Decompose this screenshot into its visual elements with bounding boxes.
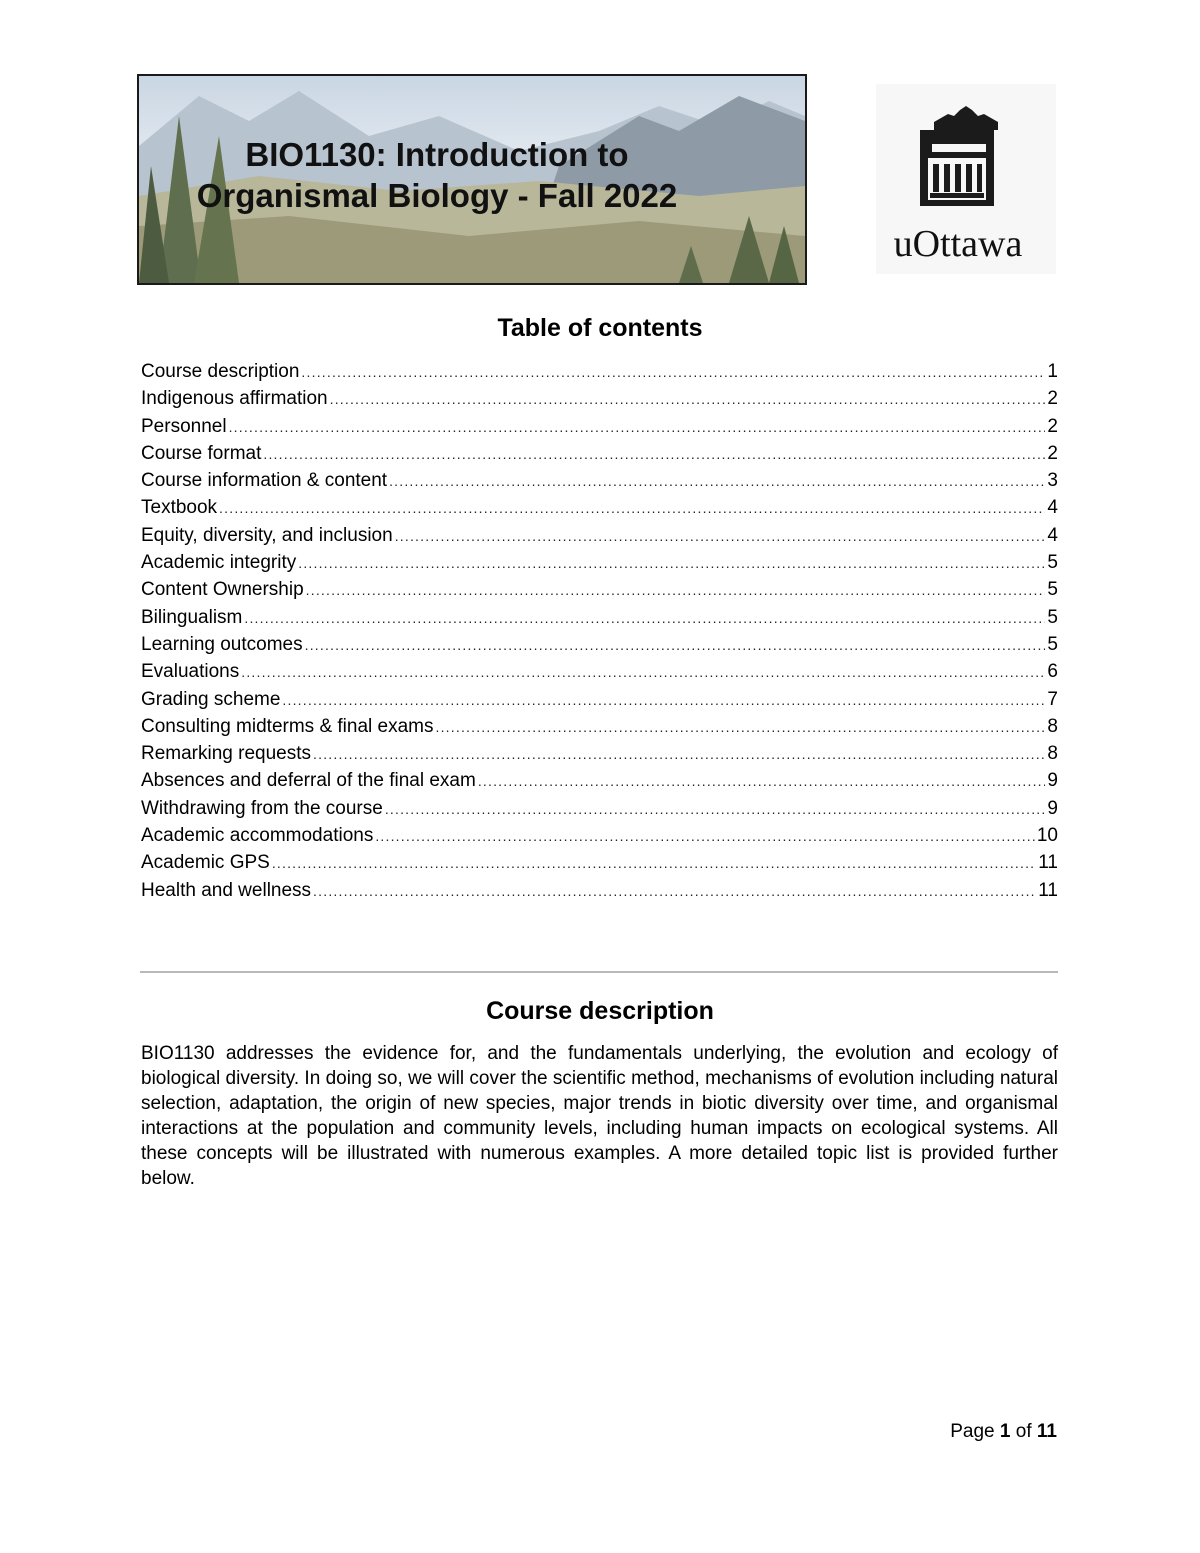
toc-entry[interactable]: [141, 467, 1058, 494]
toc-dot-leader: [375, 823, 1035, 850]
toc-entry[interactable]: [141, 849, 1058, 876]
toc-entry-title: Academic accommodations: [141, 825, 374, 847]
toc-entry-title: Textbook: [141, 497, 218, 519]
toc-entry-title: Evaluations: [141, 661, 240, 683]
toc-entry-page: 3: [1047, 470, 1058, 492]
toc-entry[interactable]: [141, 713, 1058, 740]
toc-entry[interactable]: [141, 440, 1058, 467]
toc-entry-title: Bilingualism: [141, 606, 243, 628]
toc-entry[interactable]: [141, 740, 1058, 767]
toc-entry-title: Grading scheme: [141, 688, 281, 710]
toc-entry[interactable]: [141, 658, 1058, 685]
toc-dot-leader: [241, 659, 1045, 686]
toc-dot-leader: [244, 605, 1045, 632]
toc-entry-page: 5: [1047, 552, 1058, 574]
toc-entry-page: 5: [1047, 579, 1058, 601]
toc-entry-title: Health and wellness: [141, 879, 312, 901]
toc-dot-leader: [306, 577, 1046, 604]
toc-entry-page: 11: [1038, 852, 1058, 874]
toc-entry-page: 9: [1047, 797, 1058, 819]
course-title: [139, 134, 805, 216]
toc-entry-page: 8: [1047, 743, 1058, 765]
toc-entry-title: Course description: [141, 361, 300, 382]
toc-dot-leader: [229, 414, 1046, 441]
toc-entry[interactable]: [141, 795, 1058, 822]
toc-entry[interactable]: [141, 549, 1058, 576]
toc-entry-page: 2: [1047, 415, 1058, 437]
toc-entry-page: 9: [1047, 770, 1058, 792]
course-description-text: BIO1130 addresses the evidence for, and the fundamentals underlying, the evolution and ecology of biological diversity. In doing so, we will cover the scientific method, mechanisms of evolution including natural selection, adaptation, the origin of new species, major trends in biotic diversity over time, and organismal interactions at the population and community levels, including human impacts on ecological systems. All these concepts will be illustrated with numerous examples. A more detailed topic list is provided further below.: [141, 1043, 1058, 1189]
toc-entry[interactable]: [141, 413, 1058, 440]
toc-dot-leader: [301, 359, 1045, 386]
toc-entry-title: Consulting midterms & final exams: [141, 715, 434, 737]
toc-entry[interactable]: [141, 631, 1058, 658]
course-title-line-1: BIO1130: Introduction to: [245, 136, 629, 173]
toc-entry-page: 2: [1047, 442, 1058, 464]
toc-entry-title: Course format: [141, 442, 262, 464]
toc-entry-page: 6: [1047, 661, 1058, 683]
toc-entry-title: Course information & content: [141, 470, 388, 492]
course-banner: [137, 74, 807, 285]
toc-dot-leader: [313, 741, 1045, 768]
toc-entry[interactable]: [141, 877, 1058, 904]
toc-entry-title: Indigenous affirmation: [141, 388, 328, 410]
toc-entry[interactable]: [141, 494, 1058, 521]
toc-entry-page: 8: [1047, 715, 1058, 737]
toc-dot-leader: [313, 878, 1036, 905]
toc-entry-page: 5: [1047, 606, 1058, 628]
toc-dot-leader: [298, 550, 1045, 577]
toc-dot-leader: [395, 523, 1046, 550]
toc-entry-page: 4: [1047, 497, 1058, 519]
toc-entry-page: 7: [1047, 688, 1058, 710]
toc-entry-page: 2: [1047, 388, 1058, 410]
toc-dot-leader: [330, 386, 1046, 413]
toc-entry-title: Personnel: [141, 415, 227, 437]
toc-entry[interactable]: [141, 385, 1058, 412]
course-title-line-2: Organismal Biology - Fall 2022: [196, 177, 678, 214]
toc-entry-title: Withdrawing from the course: [141, 797, 383, 819]
toc-dot-leader: [436, 714, 1046, 741]
toc-entry-title: Equity, diversity, and inclusion: [141, 524, 393, 546]
toc-entry-title: Academic integrity: [141, 552, 297, 574]
toc-entry-page: 11: [1038, 879, 1058, 901]
toc-entry[interactable]: [141, 576, 1058, 603]
page-number: 1: [999, 1421, 1011, 1442]
toc-entry[interactable]: [141, 358, 1058, 385]
toc-dot-leader: [219, 495, 1045, 522]
toc-entry-title: Academic GPS: [141, 852, 270, 874]
page-label: Page: [950, 1421, 995, 1442]
toc-entry-title: Content Ownership: [141, 579, 304, 601]
toc-entry-title: Remarking requests: [141, 743, 312, 765]
toc-entry[interactable]: [141, 822, 1058, 849]
page-footer: [950, 1421, 1057, 1443]
table-of-contents: [141, 358, 1058, 904]
university-logo-text: uOttawa: [893, 223, 1023, 265]
toc-entry[interactable]: [141, 604, 1058, 631]
toc-entry-title: Learning outcomes: [141, 633, 303, 655]
toc-entry[interactable]: [141, 686, 1058, 713]
toc-entry-page: 5: [1047, 633, 1058, 655]
toc-dot-leader: [389, 468, 1045, 495]
page-total: 11: [1036, 1421, 1057, 1442]
toc-entry-title: Absences and deferral of the final exam: [141, 770, 476, 792]
toc-entry[interactable]: [141, 522, 1058, 549]
toc-entry-page: 1: [1047, 361, 1058, 382]
toc-dot-leader: [263, 441, 1045, 468]
toc-entry-page: 4: [1047, 524, 1058, 546]
toc-dot-leader: [282, 687, 1045, 714]
toc-entry[interactable]: [141, 767, 1058, 794]
toc-dot-leader: [305, 632, 1046, 659]
toc-heading: Table of contents: [497, 314, 703, 342]
section-divider: [140, 971, 1058, 973]
toc-dot-leader: [478, 768, 1046, 795]
toc-dot-leader: [272, 850, 1036, 877]
of-label: of: [1015, 1421, 1032, 1442]
course-description-heading: Course description: [486, 997, 714, 1025]
toc-dot-leader: [385, 796, 1046, 823]
toc-entry-page: 10: [1036, 825, 1058, 847]
